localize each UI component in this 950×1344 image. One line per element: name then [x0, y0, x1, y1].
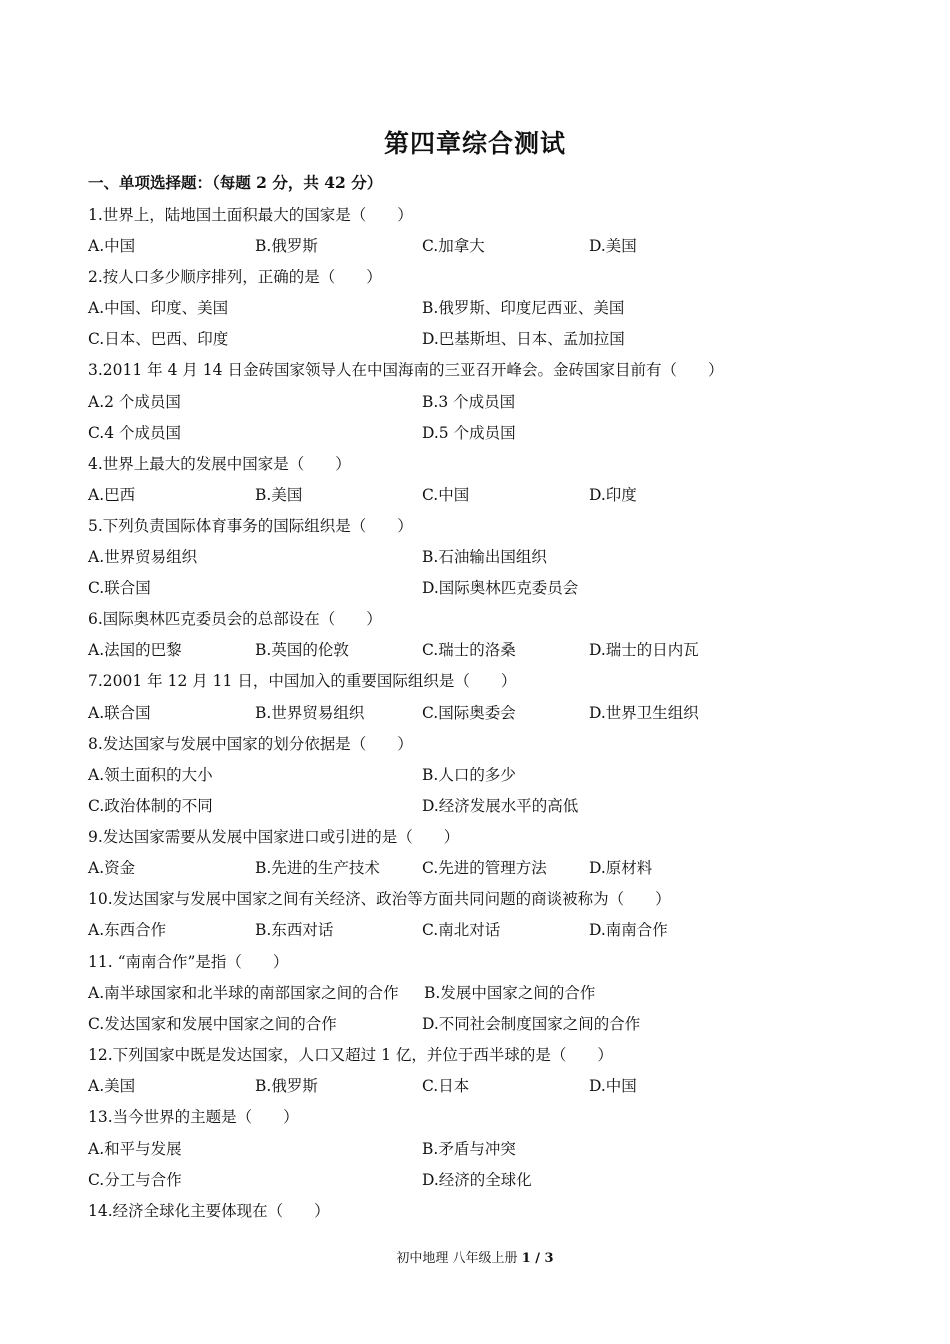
question-13: 13.当今世界的主题是（ ） — [88, 1108, 299, 1126]
option-d: D.印度 — [589, 486, 637, 504]
options-8-row2 — [88, 794, 868, 816]
option-c: C.先进的管理方法 — [422, 859, 547, 877]
option-d: D.中国 — [589, 1077, 637, 1095]
options-4 — [88, 483, 868, 505]
option-c: C.联合国 — [88, 579, 151, 597]
option-a: A.中国 — [88, 237, 136, 255]
option-c: C.南北对话 — [422, 921, 501, 939]
options-13-row1 — [88, 1137, 868, 1159]
option-a: A.中国、印度、美国 — [88, 299, 229, 317]
footer-subject: 初中地理 八年级上册 — [396, 1251, 518, 1266]
option-c: C.分工与合作 — [88, 1171, 182, 1189]
option-d: D.世界卫生组织 — [589, 704, 699, 722]
question-8: 8.发达国家与发展中国家的划分依据是（ ） — [88, 735, 413, 753]
option-a: A.2 个成员国 — [88, 393, 181, 411]
option-b: B.俄罗斯、印度尼西亚、美国 — [422, 299, 625, 317]
options-2-row2 — [88, 327, 868, 349]
question-5: 5.下列负责国际体育事务的国际组织是（ ） — [88, 517, 413, 535]
question-12: 12.下列国家中既是发达国家，人口又超过 1 亿，并位于西半球的是（ ） — [88, 1046, 613, 1064]
option-a: A.巴西 — [88, 486, 136, 504]
options-8-row1 — [88, 763, 868, 785]
option-b: B.石油输出国组织 — [422, 548, 547, 566]
option-d: D.国际奥林匹克委员会 — [422, 579, 579, 597]
option-a: A.南半球国家和北半球的南部国家之间的合作 — [88, 984, 399, 1002]
options-2-row1 — [88, 296, 868, 318]
page-footer — [0, 1247, 950, 1266]
option-b: B.美国 — [255, 486, 303, 504]
options-9 — [88, 856, 868, 878]
option-c: C.加拿大 — [422, 237, 485, 255]
option-d: D.经济发展水平的高低 — [422, 797, 579, 815]
option-a: A.世界贸易组织 — [88, 548, 198, 566]
option-d: D.瑞士的日内瓦 — [589, 641, 699, 659]
option-c: C.发达国家和发展中国家之间的合作 — [88, 1015, 337, 1033]
option-a: A.东西合作 — [88, 921, 167, 939]
option-b: B.人口的多少 — [422, 766, 516, 784]
option-a: A.法国的巴黎 — [88, 641, 182, 659]
question-3: 3.2011 年 4 月 14 日金砖国家领导人在中国海南的三亚召开峰会。金砖国家目前有（ ） — [88, 361, 724, 379]
options-12 — [88, 1074, 868, 1096]
option-b: B.世界贸易组织 — [255, 704, 365, 722]
option-d: D.不同社会制度国家之间的合作 — [422, 1015, 641, 1033]
footer-page-number: 1 / 3 — [521, 1251, 554, 1266]
option-c: C.中国 — [422, 486, 470, 504]
options-6 — [88, 638, 868, 660]
options-7 — [88, 701, 868, 723]
option-a: A.和平与发展 — [88, 1140, 182, 1158]
options-5-row2 — [88, 576, 868, 598]
option-c: C.瑞士的洛桑 — [422, 641, 516, 659]
question-9: 9.发达国家需要从发展中国家进口或引进的是（ ） — [88, 828, 460, 846]
option-c: C.日本、巴西、印度 — [88, 330, 229, 348]
section-heading: 一、单项选择题：（每题 2 分，共 42 分） — [88, 173, 383, 192]
options-5-row1 — [88, 545, 868, 567]
option-b: B.矛盾与冲突 — [422, 1140, 516, 1158]
option-b: B.先进的生产技术 — [255, 859, 380, 877]
options-3-row2 — [88, 421, 868, 443]
option-b: B.英国的伦敦 — [255, 641, 349, 659]
question-11: 11. “南南合作”是指（ ） — [88, 953, 289, 971]
option-a: A.领土面积的大小 — [88, 766, 213, 784]
option-c: C.政治体制的不同 — [88, 797, 213, 815]
option-a: A.联合国 — [88, 704, 151, 722]
options-10 — [88, 918, 868, 940]
option-b: B.俄罗斯 — [255, 1077, 318, 1095]
option-d: D.原材料 — [589, 859, 653, 877]
options-3-row1 — [88, 390, 868, 412]
option-d: D.经济的全球化 — [422, 1171, 532, 1189]
option-c: C.日本 — [422, 1077, 470, 1095]
option-d: D.南南合作 — [589, 921, 668, 939]
question-7: 7.2001 年 12 月 11 日，中国加入的重要国际组织是（ ） — [88, 672, 517, 690]
options-11-row1 — [88, 981, 868, 1003]
question-4: 4.世界上最大的发展中国家是（ ） — [88, 455, 351, 473]
option-a: A.美国 — [88, 1077, 136, 1095]
option-b: B.3 个成员国 — [422, 393, 516, 411]
options-11-row2 — [88, 1012, 868, 1034]
question-10: 10.发达国家与发展中国家之间有关经济、政治等方面共同问题的商谈被称为（ ） — [88, 890, 671, 908]
option-a: A.资金 — [88, 859, 136, 877]
question-6: 6.国际奥林匹克委员会的总部设在（ ） — [88, 610, 382, 628]
option-d: D.5 个成员国 — [422, 424, 516, 442]
question-14: 14.经济全球化主要体现在（ ） — [88, 1202, 330, 1220]
option-c: C.4 个成员国 — [88, 424, 182, 442]
page-title: 第四章综合测试 — [383, 129, 566, 158]
option-d: D.美国 — [589, 237, 637, 255]
option-c: C.国际奥委会 — [422, 704, 516, 722]
option-b: B.俄罗斯 — [255, 237, 318, 255]
option-b: B.发展中国家之间的合作 — [424, 984, 596, 1002]
option-d: D.巴基斯坦、日本、孟加拉国 — [422, 330, 625, 348]
question-2: 2.按人口多少顺序排列，正确的是（ ） — [88, 268, 382, 286]
option-b: B.东西对话 — [255, 921, 334, 939]
options-1 — [88, 234, 868, 256]
options-13-row2 — [88, 1168, 868, 1190]
question-1: 1.世界上，陆地国土面积最大的国家是（ ） — [88, 206, 413, 224]
